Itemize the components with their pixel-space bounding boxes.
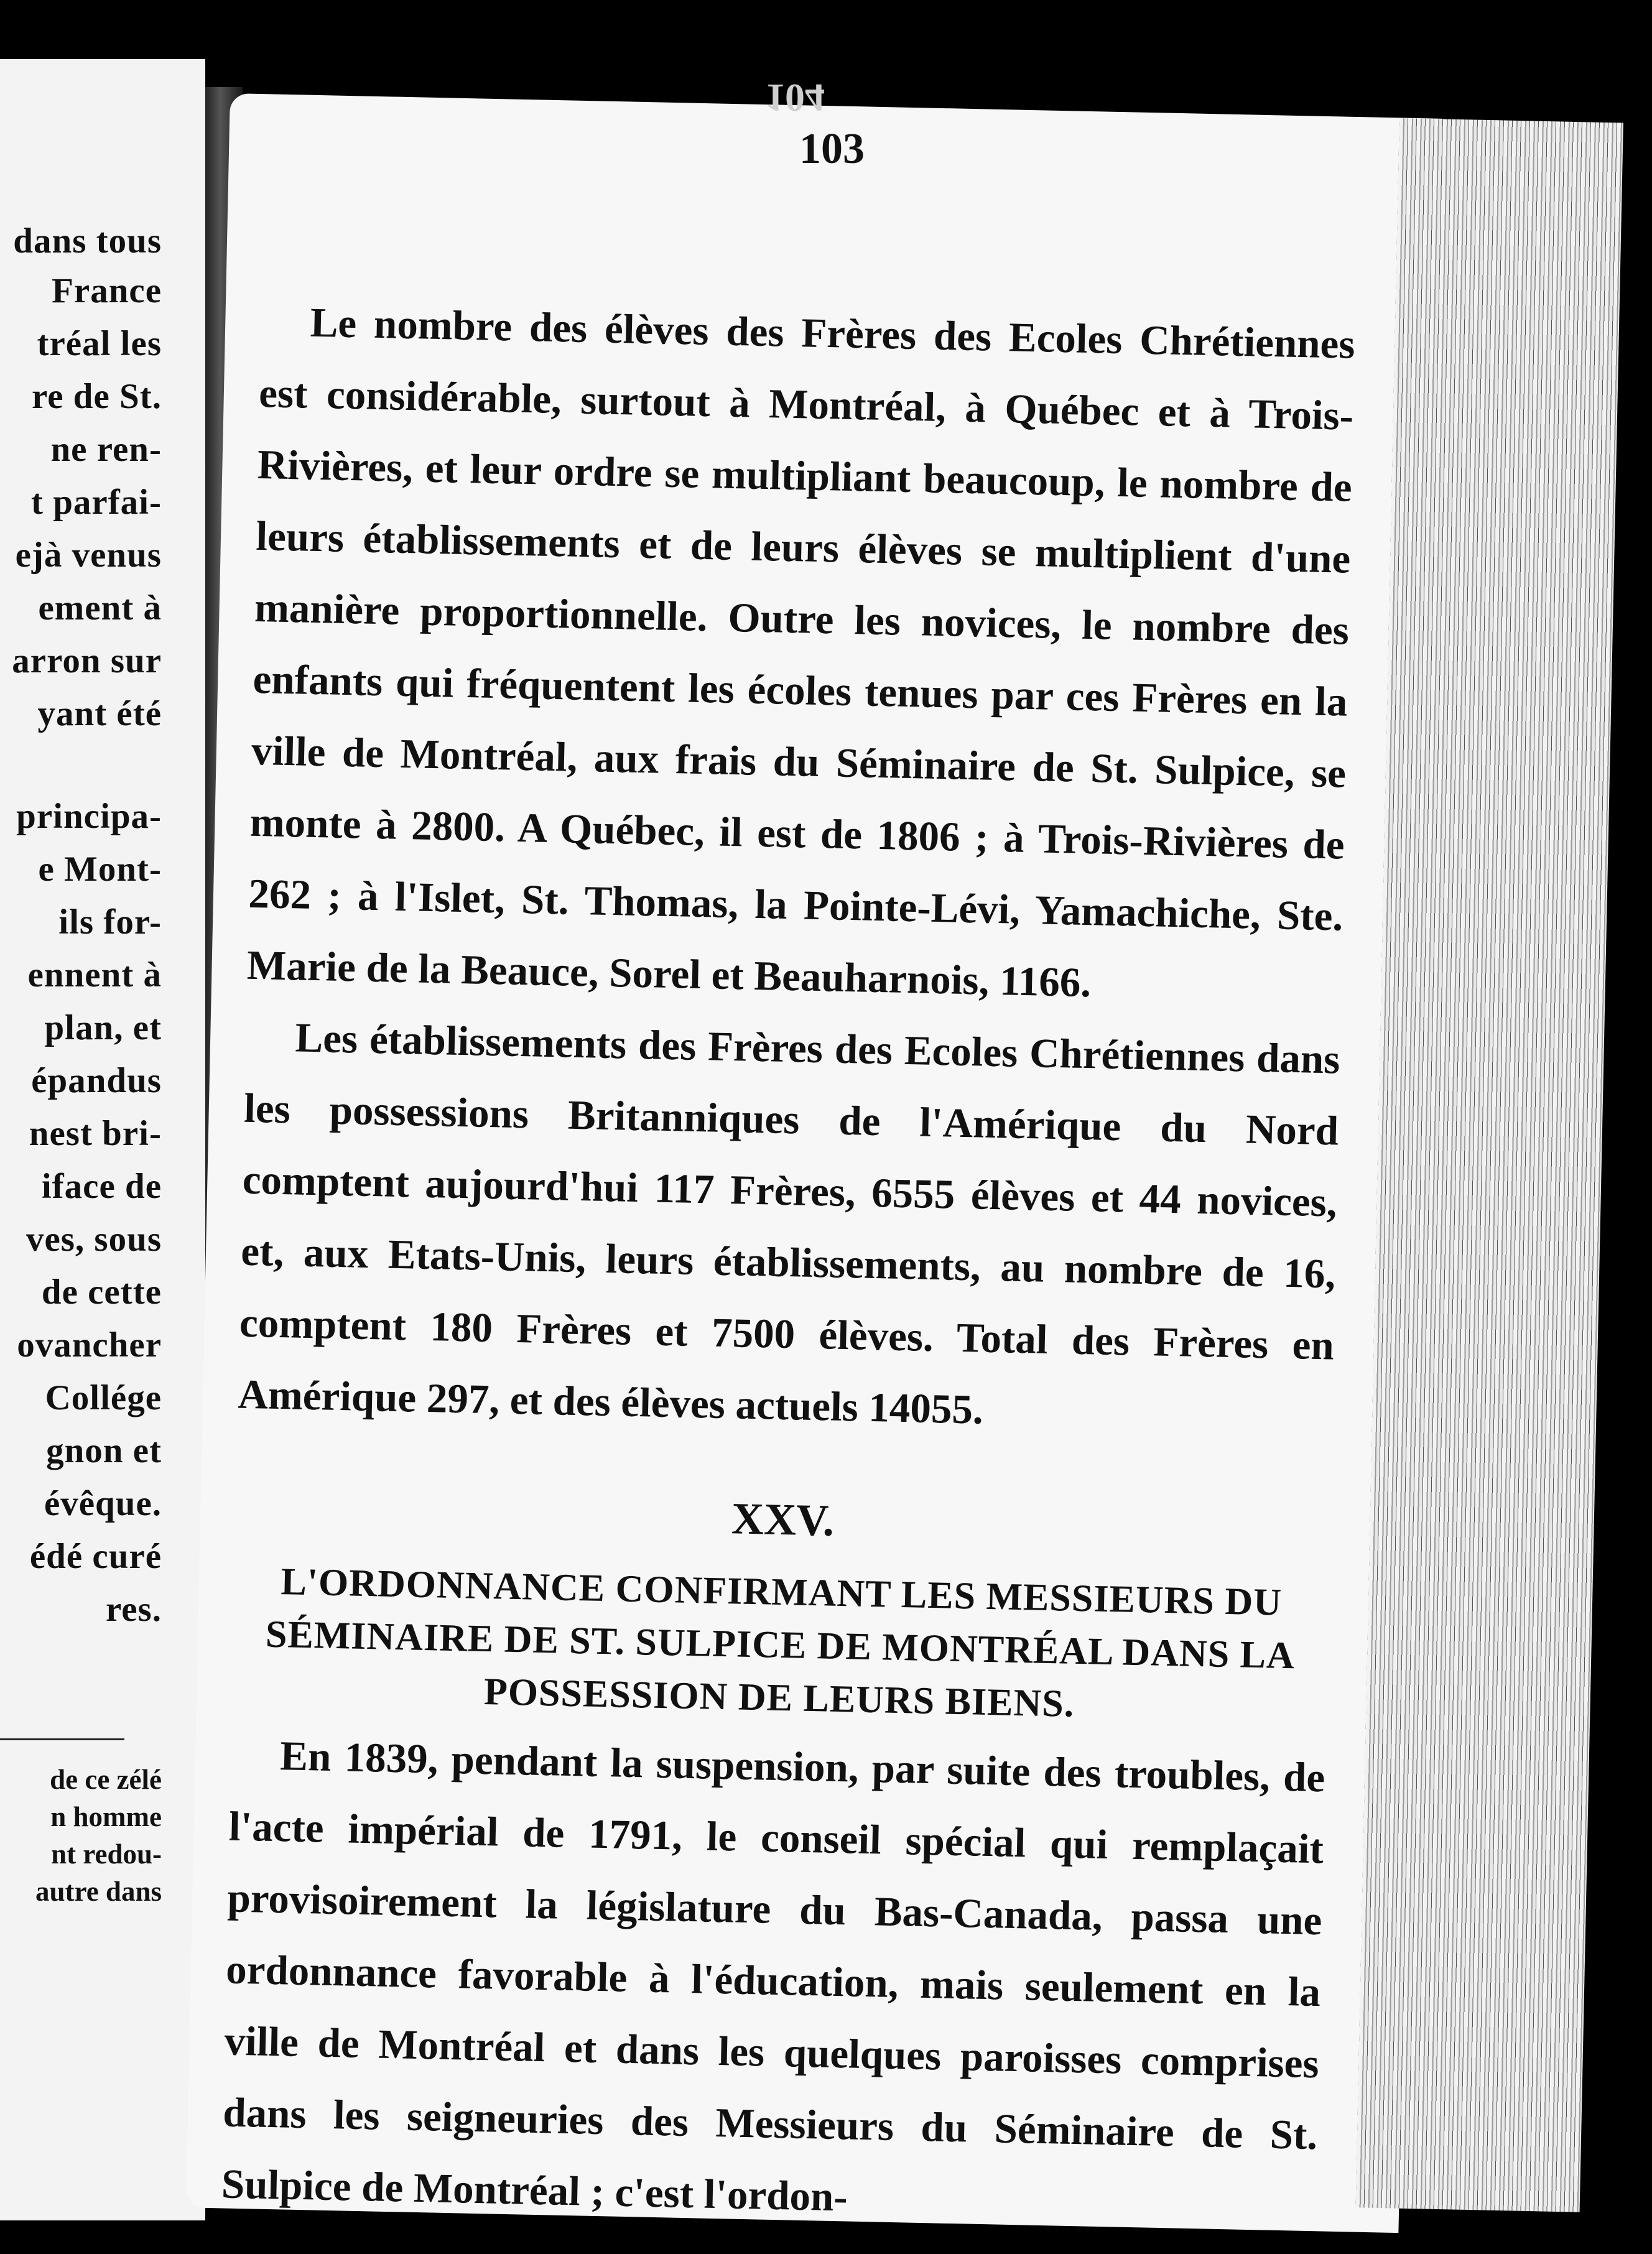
left-footnote-line: autre dans: [35, 1876, 162, 1907]
left-line: arron sur: [12, 641, 162, 680]
left-line: e Mont-: [38, 850, 162, 889]
left-footnote-line: nt redou-: [51, 1839, 162, 1870]
paragraph: Le nombre des élèves des Frères des Ecoles Chrétiennes est considérable, surtout à Montréal, à Québec et à Trois-Rivières, et leur ordre se multipliant beaucoup, le nombre de leurs établissements et de leurs élèves se multiplient d'une manière proportionnelle. Outre les novices, le nombre des enfants qui fréquentent les écoles tenues par ces Frères en la ville de Montréal, aux frais du Séminaire de St. Sulpice, se monte à 2800. A Québec, il est de 1806 ; à Trois-Rivières de 262 ; à l'Islet, St. Thomas, la Pointe-Lévi, Yamachiche, Ste. Marie de la Beauce, Sorel et Beauharnois, 1166.: [246, 299, 1356, 1006]
paragraph: Les établissements des Frères des Ecoles Chrétiennes dans les possessions Britanniques de l'Amérique du Nord comptent aujourd'hui 117 Frères, 6555 élèves et 44 novices, et, aux Etats-Unis, leurs établissements, au nombre de 16, comptent 180 Frères et 7500 élèves. Total des Frères en Amérique 297, et des élèves actuels 14055.: [237, 1014, 1341, 1433]
left-line: tréal les: [37, 324, 162, 363]
left-line: nest bri-: [29, 1114, 162, 1153]
left-line: ne ren-: [50, 430, 162, 469]
left-line: ves, sous: [26, 1220, 162, 1259]
left-line: iface de: [41, 1167, 162, 1206]
left-line: plan, et: [44, 1008, 162, 1047]
left-line: ejà venus: [15, 536, 162, 575]
left-line: ennent à: [27, 955, 162, 995]
left-line: res.: [105, 1590, 162, 1629]
left-line: évêque.: [44, 1484, 162, 1523]
left-line: édé curé: [29, 1537, 162, 1576]
page-number: 103: [799, 125, 865, 173]
left-line: ovancher: [17, 1325, 162, 1365]
bleed-through-page-number: 104: [765, 76, 825, 120]
left-line: Collége: [45, 1378, 162, 1417]
footnote-rule: [0, 1738, 124, 1740]
left-footnote-line: de ce zélé: [50, 1764, 162, 1795]
left-line: principa-: [16, 797, 162, 836]
left-line: ils for-: [58, 902, 162, 942]
left-line: de cette: [41, 1273, 162, 1312]
left-line: gnon et: [46, 1431, 162, 1470]
page-content: [221, 286, 1356, 2243]
left-line: dans tous: [13, 221, 162, 261]
left-line: épandus: [31, 1061, 162, 1100]
section-title: L'ORDONNANCE CONFIRMANT LES MESSIEURS DU SÉMINAIRE DE ST. SULPICE DE MONTRÉAL DANS LA POSSESSION DE LEURS BIENS.: [265, 1561, 1296, 1725]
left-line: yant été: [37, 694, 162, 733]
section-number: XXV.: [731, 1493, 835, 1546]
left-line: ement à: [38, 588, 162, 628]
left-line: France: [52, 271, 162, 310]
left-line: t parfai-: [30, 483, 162, 522]
page-edges: [1356, 118, 1623, 2212]
paragraph: En 1839, pendant la suspension, par suite des troubles, de l'acte impérial de 1791, le conseil spécial qui remplaçait provisoirement la législature du Bas-Canada, passa une ordonnance favorable à l'éducation, mais seulement en la ville de Montréal et dans les quelques paroisses comprises dans les seigneuries des Messieurs du Séminaire de St. Sulpice de Montréal ; c'est l'ordon-: [221, 1733, 1325, 2220]
left-line: re de St.: [31, 377, 162, 416]
left-facing-page: [0, 59, 205, 2220]
left-footnote-line: n homme: [50, 1801, 162, 1832]
